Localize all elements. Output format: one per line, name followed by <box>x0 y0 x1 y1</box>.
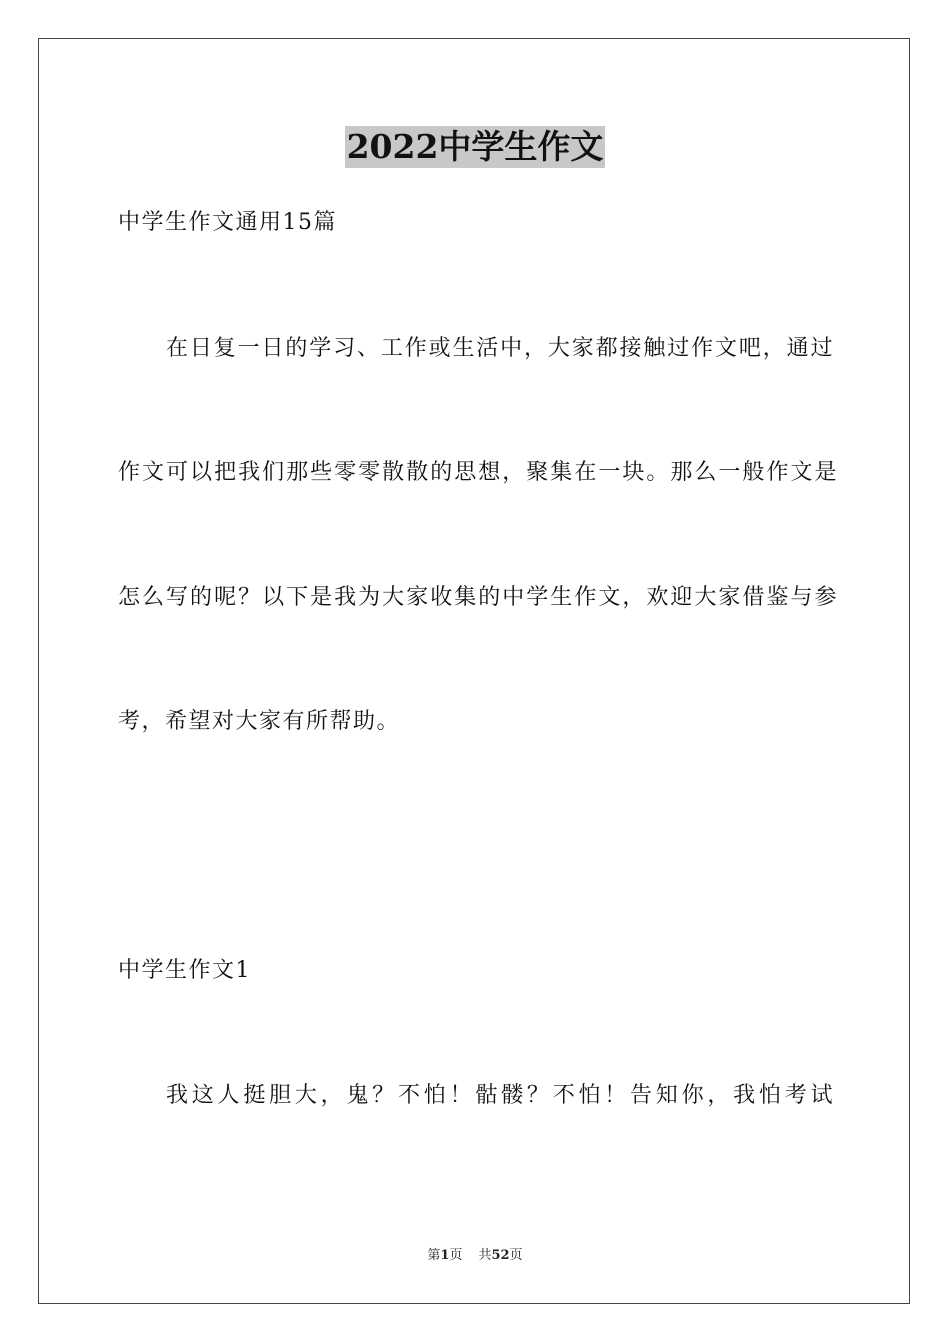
section-heading: 中学生作文1 <box>118 958 251 983</box>
document-title: 2022中学生作文 <box>346 127 604 166</box>
section-line-1: 我这人挺胆大，鬼？不怕！骷髅？不怕！告知你，我怕考试 <box>166 1083 834 1108</box>
footer-total-suffix: 页 <box>509 1248 523 1263</box>
intro-line-2: 作文可以把我们那些零零散散的思想，聚集在一块。那么一般作文是 <box>118 460 838 485</box>
document-subtitle: 中学生作文通用15篇 <box>118 210 337 235</box>
title-container <box>0 126 950 168</box>
intro-line-4: 考，希望对大家有所帮助。 <box>118 709 401 734</box>
footer-page-suffix: 页 <box>449 1248 463 1263</box>
footer-total-prefix: 共 <box>478 1248 492 1263</box>
footer-page-current: 1 <box>440 1248 450 1263</box>
intro-line-3: 怎么写的呢？以下是我为大家收集的中学生作文，欢迎大家借鉴与参 <box>118 585 838 610</box>
intro-line-1: 在日复一日的学习、工作或生活中，大家都接触过作文吧，通过 <box>166 336 834 361</box>
footer-page-prefix: 第 <box>427 1248 441 1263</box>
footer-page-total: 52 <box>491 1248 510 1263</box>
page-footer <box>0 1247 950 1265</box>
